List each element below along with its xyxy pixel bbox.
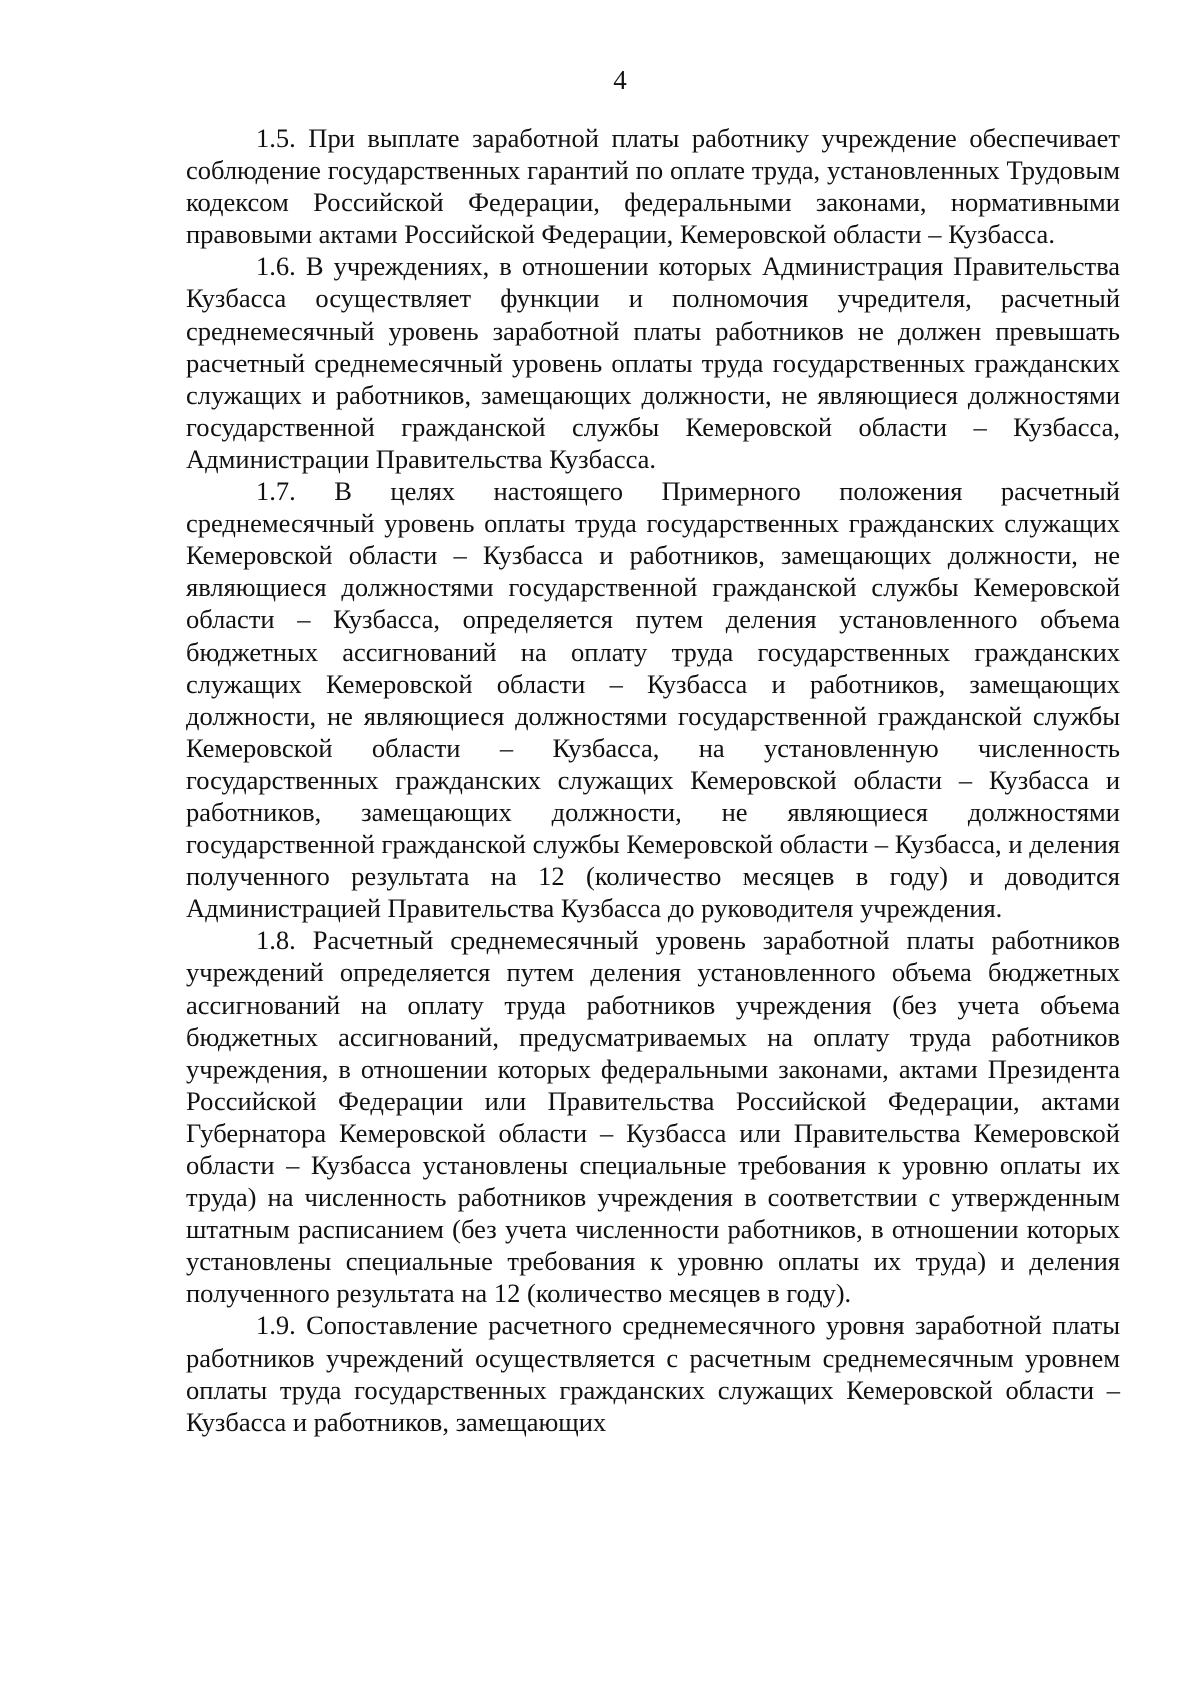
page-number: 4 xyxy=(613,65,627,95)
paragraph-1-7: 1.7. В целях настоящего Примерного положения расчетный среднемесячный уровень оплаты труда государственных гражданских служащих Кемеровской области – Кузбасса и работников, замещающих должности, не являющиеся должностями государственной гражданской службы Кемеровской области – Кузбасса, определяется путем деления установленного объема бюджетных ассигнований на оплату труда государственных гражданских служащих Кемеровской области – Кузбасса и работников, замещающих должности, не являющиеся должностями государственной гражданской службы Кемеровской области – Кузбасса, на установленную численность государственных гражданских служащих Кемеровской области – Кузбасса и работников, замещающих должности, не являющиеся должностями государственной гражданской службы Кемеровской области – Кузбасса, и деления полученного результата на 12 (количество месяцев в году) и доводится Администрацией Правительства Кузбасса до руководителя учреждения. xyxy=(186,476,1120,924)
paragraph-1-8: 1.8. Расчетный среднемесячный уровень заработной платы работников учреждений определяется путем деления установленного объема бюджетных ассигнований на оплату труда работников учреждения (без учета объема бюджетных ассигнований, предусматриваемых на оплату труда работников учреждения, в отношении которых федеральными законами, актами Президента Российской Федерации или Правительства Российской Федерации, актами Губернатора Кемеровской области – Кузбасса или Правительства Кемеровской области – Кузбасса установлены специальные требования к уровню оплаты их труда) на численность работников учреждения в соответствии с утвержденным штатным расписанием (без учета численности работников, в отношении которых установлены специальные требования к уровню оплаты их труда) и деления полученного результата на 12 (количество месяцев в году). xyxy=(186,925,1120,1309)
paragraph-1-5: 1.5. При выплате заработной платы работнику учреждение обеспечивает соблюдение государственных гарантий по оплате труда, установленных Трудовым кодексом Российской Федерации, федеральными законами, нормативными правовыми актами Российской Федерации, Кемеровской области – Кузбасса. xyxy=(186,123,1120,250)
document-body xyxy=(186,122,1120,1438)
paragraph-1-9: 1.9. Сопоставление расчетного среднемесячного уровня заработной платы работников учреждений осуществляется с расчетным среднемесячным уровнем оплаты труда государственных гражданских служащих Кемеровской области – Кузбасса и работников, замещающих xyxy=(186,1310,1120,1437)
paragraph-1-6: 1.6. В учреждениях, в отношении которых Администрация Правительства Кузбасса осуществляет функции и полномочия учредителя, расчетный среднемесячный уровень заработной платы работников не должен превышать расчетный среднемесячный уровень оплаты труда государственных гражданских служащих и работников, замещающих должности, не являющиеся должностями государственной гражданской службы Кемеровской области – Кузбасса, Администрации Правительства Кузбасса. xyxy=(186,251,1120,474)
